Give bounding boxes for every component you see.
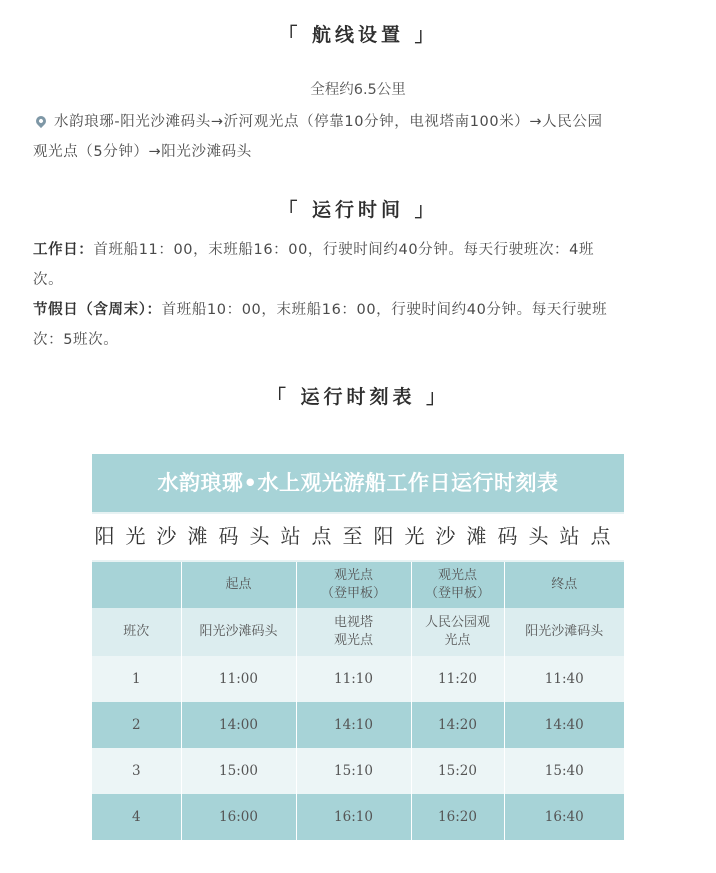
table-row-cell: 15:10 [296,748,411,794]
location-pin-icon [34,114,48,128]
time-section-title: 「 运行时间 」 [278,199,438,221]
table-row-cell: 1 [92,656,181,702]
table-row-cell: 4 [92,794,181,840]
workday-text: 首班船11：00，末班船16：00，行驶时间约40分钟。每天行驶班次：4班 [93,242,595,258]
header-row-stop-name-cell: 阳光沙滩码头 [504,608,624,656]
workday-text-cont: 次。 [33,272,64,288]
table-row [92,748,624,794]
route-line-2: 观光点（5分钟）→阳光沙滩码头 [33,144,252,160]
holiday-text-cont: 次：5班次。 [33,332,119,348]
header-row-stop-type-cell: 观光点 （登甲板） [296,562,411,608]
table-row-cell: 16:10 [296,794,411,840]
operating-times [33,235,683,355]
header-row-stop-type [92,562,624,608]
table-row [92,794,624,840]
header-row-stop-type-cell: 观光点 （登甲板） [411,562,504,608]
timetable [92,562,624,840]
table-row-cell: 11:00 [181,656,296,702]
table-row-cell: 14:00 [181,702,296,748]
holiday-label: 节假日（含周末）： [33,302,162,318]
header-row-stop-name [92,608,624,656]
header-row-stop-type-cell: 起点 [181,562,296,608]
timetable-banner: 水韵琅琊•水上观光游船工作日运行时刻表 [92,454,624,512]
timetable-image [92,454,624,840]
table-row-cell: 11:20 [411,656,504,702]
table-row-cell: 16:40 [504,794,624,840]
table-row-cell: 15:00 [181,748,296,794]
table-row [92,702,624,748]
header-row-stop-name-cell: 电视塔 观光点 [296,608,411,656]
table-row-cell: 16:20 [411,794,504,840]
header-row-stop-name-cell: 阳光沙滩码头 [181,608,296,656]
holiday-text: 首班船10：00，末班船16：00，行驶时间约40分钟。每天行驶班 [161,302,608,318]
table-row-cell: 14:40 [504,702,624,748]
table-row-cell: 16:00 [181,794,296,840]
table-row-cell: 14:20 [411,702,504,748]
workday-label: 工作日： [33,242,94,258]
table-row-cell: 2 [92,702,181,748]
route-section-title: 「 航线设置 」 [278,24,438,46]
header-row-stop-type-cell: 终点 [504,562,624,608]
table-row-cell: 3 [92,748,181,794]
table-row [92,656,624,702]
header-row-stop-type-cell [92,562,181,608]
route-line-1: 水韵琅琊-阳光沙滩码头→沂河观光点（停靠10分钟，电视塔南100米）→人民公园 [54,114,603,130]
table-row-cell: 15:40 [504,748,624,794]
header-row-stop-name-cell: 班次 [92,608,181,656]
schedule-section-title: 「 运行时刻表 」 [266,386,450,408]
header-row-stop-name-cell: 人民公园观 光点 [411,608,504,656]
table-row-cell: 11:10 [296,656,411,702]
table-row-cell: 11:40 [504,656,624,702]
timetable-route: 阳光沙滩码头站点至阳光沙滩码头站点 [92,512,624,562]
route-description [33,107,683,167]
table-row-cell: 14:10 [296,702,411,748]
route-distance: 全程约6.5公里 [310,82,406,98]
table-row-cell: 15:20 [411,748,504,794]
